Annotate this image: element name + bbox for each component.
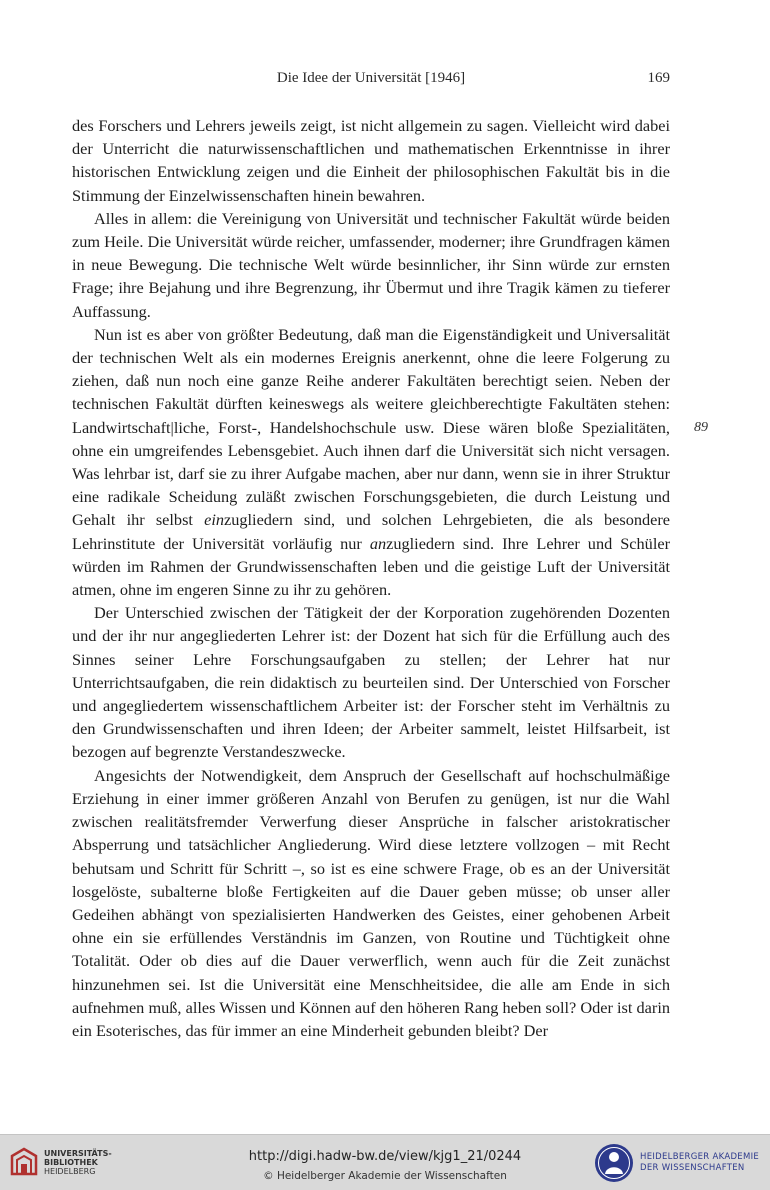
academy-name[interactable] (640, 1152, 759, 1174)
paragraph-1: des Forschers und Lehrers jeweils zeigt, ist nicht allgemein zu sagen. Vielleicht wird dabei der Unterricht die naturwissenschaftlichen und mathematischen Erkenntnisse in ihrer historischen Entwicklung zeigen und die Einheit der philosophischen Fakultät bis in die Stimmung der Einzelwissenschaften hinein bewahren. (72, 116, 670, 205)
permalink-url[interactable]: http://digi.hadw-bw.de/view/kjg1_21/0244 (248, 1149, 522, 1164)
academy-seal-icon[interactable] (594, 1143, 634, 1183)
paragraph-3 (72, 323, 670, 601)
paragraph-5: Angesichts der Notwendigkeit, dem Anspruch der Gesellschaft auf hochschulmäßige Erziehung in einer immer größeren Anzahl von Berufen zu genügen, ist nur die Wahl zwischen realitätsfremder Verwerfung dieser Ansprüche in falscher aristokratischer Absperrung und tatsächlicher Angliederung. Wird diese letztere vollzogen – mit Recht behutsam und Schritt für Schritt –, so ist es eine schwere Frage, ob es an der Universität losgelöste, subalterne bloße Fertigkeiten auf die Dauer geben müsse; ob unser aller Gedeihen abhängt von spezialisierten Handwerken des Geistes, einer gehobenen Arbeit ohne ein sie erfüllendes Verständnis im Ganzen, von Routine und Tüchtigkeit ohne Totalität. Oder ob dies auf die Dauer verwerflich, wenn auch für die Zeit zunächst hinzunehmen sei. Ist die Universität eine Menschheitsidee, die alle am Ende in sich aufnehmen muß, alles Wissen und Können auf den höheren Rang heben soll? Oder ist darin ein Esoterisches, das für immer an eine Minderheit gebunden bleibt? Der (72, 765, 670, 1040)
library-line-1: UNIVERSITÄTS- (44, 1149, 112, 1158)
page-number: 169 (647, 70, 670, 86)
paragraph-4: Der Unterschied zwischen der Tätigkeit der der Korporation zugehörenden Dozenten und der ihr nur angegliederten Lehrer ist: der Dozent hat sich für die Erfüllung auch des Sinnes seiner Lehre Forschungsaufgaben zu stellen; der Lehrer hat nur Unterrichtsaufgaben, die rein didaktisch zu beurteilen sind. Der Unterschied von Forscher und angegliedertem wissenschaftlichem Arbeiter ist: der Forscher steht im Verhältnis zu den Grundwissenschaften und ihren Ideen; der Arbeiter sammelt, leistet Hilfsarbeit, ist bezogen auf begrenzte Verstandeszwecke. (72, 603, 670, 762)
running-title: Die Idee der Universität [1946] (276, 70, 466, 86)
paragraph-3-start: Nun ist es aber von größter Bedeutung, daß man die Eigenständigkeit und Universalität der technischen Welt als ein modernes Ereignis anerkennt, ohne die leere Folgerung zu ziehen, daß nun noch eine ganze Reihe anderer Fakultäten berechtigt seien. Neben der technischen Fakultät dürften keineswegs als weitere gleichberechtigte Fakultäten stehen: Landwirtschaft|liche, Forst-, Handelshochschule usw. Diese wären bloße Spezialitäten, ohne ein umgreifendes Lebensgebiet. Auch ihnen darf die Universität sich nicht versagen. Was lehrbar ist, darf sie zu ihrer Aufgabe machen, aber nur dann, wenn sie in ihrer Struktur eine radikale Scheidung zuläßt zwischen Forschungsgebieten, die durch Leistung und Gehalt ihr selbst (72, 324, 670, 530)
paragraph-3-middle: zugliedern sind, und solchen Lehrgebieten, die als besondere Lehrinstitute der Universität vorläufig nur (72, 510, 670, 553)
emphasis-an: an (369, 533, 387, 553)
library-line-2: BIBLIOTHEK (44, 1158, 98, 1167)
library-line-3: HEIDELBERG (44, 1167, 96, 1176)
academy-line-2: DER WISSENSCHAFTEN (640, 1163, 745, 1173)
paragraph-3-end: zugliedern sind. Ihre Lehrer und Schüler würden im Rahmen der Grundwissenschaften leben und die geistige Luft der Universität atmen, ohne im engeren Sinne zu ihr zu gehören. (72, 533, 670, 600)
library-logo-icon[interactable] (8, 1146, 40, 1178)
library-name[interactable] (44, 1149, 112, 1176)
body-text (72, 114, 670, 1042)
footer-bar (0, 1134, 770, 1190)
copyright-notice: © Heidelberger Akademie der Wissenschaften (263, 1170, 507, 1182)
academy-line-1: HEIDELBERGER AKADEMIE (640, 1152, 760, 1162)
margin-page-reference: 89 (694, 420, 708, 435)
emphasis-ein: ein (204, 510, 225, 530)
paragraph-2: Alles in allem: die Vereinigung von Universität und technischer Fakultät würde beiden zum Heile. Die Universität würde reicher, umfassender, moderner; ihre Grundfragen kämen in neue Bewegung. Die technische Welt würde besinnlicher, ihr Sinn würde zur ernsten Frage; ihre Bejahung und ihre Begrenzung, ihr Übermut und ihre Tragik kämen zu tieferer Auffassung. (72, 208, 670, 321)
